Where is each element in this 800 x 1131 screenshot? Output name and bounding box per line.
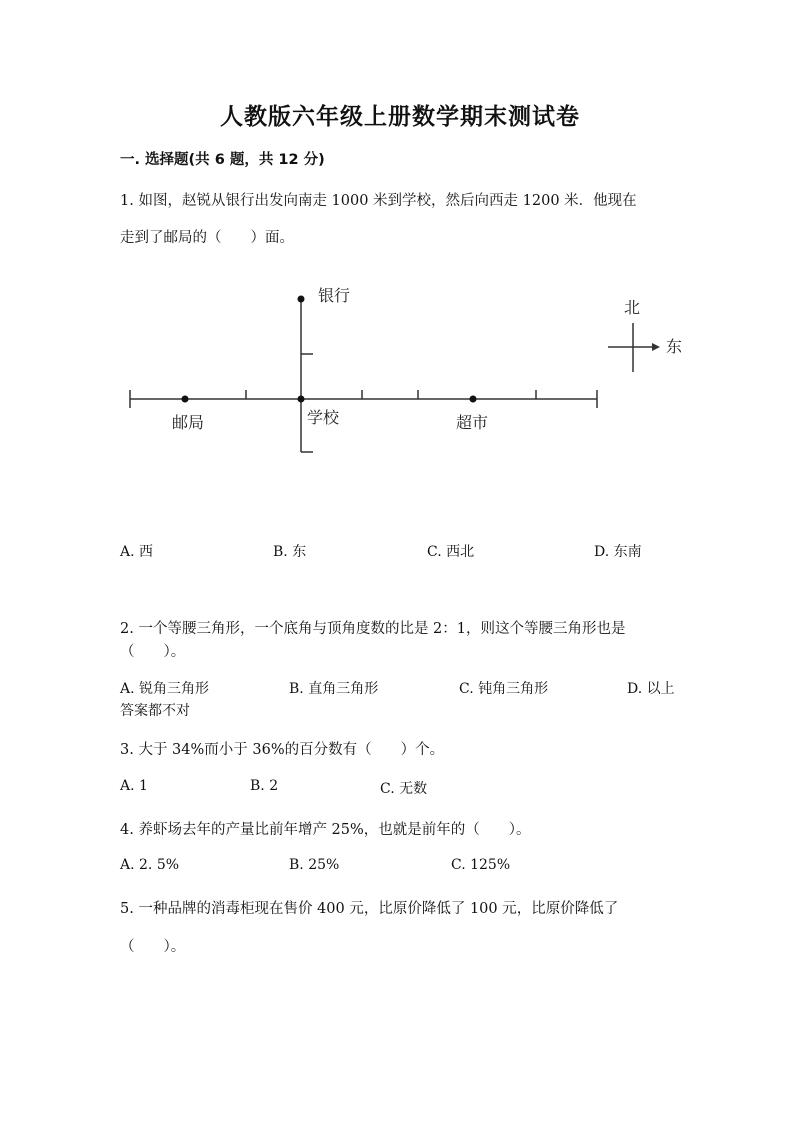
- section-heading: 一. 选择题(共 6 题，共 12 分): [120, 152, 325, 168]
- q5-text-line1: 5. 一种品牌的消毒柜现在售价 400 元，比原价降低了 100 元，比原价降低了: [120, 901, 619, 917]
- q1-text-line2: 走到了邮局的（ ）面。: [120, 230, 294, 246]
- school-label: 学校: [307, 408, 340, 427]
- q2-text-line2: （ ）。: [120, 644, 186, 660]
- q3-text: 3. 大于 34%而小于 36%的百分数有（ ）个。: [120, 742, 445, 758]
- bank-label: 银行: [318, 286, 351, 305]
- q5-text-line2: （ ）。: [120, 939, 186, 955]
- supermarket-label: 超市: [456, 413, 489, 432]
- q4-option-c[interactable]: C. 125%: [451, 857, 511, 873]
- bank-point: [298, 296, 305, 303]
- q2-option-d-continued: 答案都不对: [120, 703, 190, 719]
- q2-option-c[interactable]: C. 钝角三角形: [459, 681, 549, 697]
- q2-option-a[interactable]: A. 锐角三角形: [120, 681, 210, 697]
- q4-option-a[interactable]: A. 2. 5%: [120, 857, 180, 873]
- supermarket-point: [470, 396, 477, 403]
- q1-option-d[interactable]: D. 东南: [594, 544, 642, 560]
- q2-text-line1: 2. 一个等腰三角形，一个底角与顶角度数的比是 2：1，则这个等腰三角形也是: [120, 621, 626, 637]
- post-office-label: 邮局: [172, 413, 205, 432]
- q1-text-line1: 1. 如图，赵锐从银行出发向南走 1000 米到学校，然后向西走 1200 米．他现在: [120, 193, 637, 209]
- east-label: 东: [666, 337, 683, 356]
- q2-option-d[interactable]: D. 以上: [627, 681, 675, 697]
- school-point: [298, 396, 305, 403]
- q1-option-a[interactable]: A. 西: [120, 544, 154, 560]
- north-label: 北: [624, 298, 641, 317]
- q1-option-c[interactable]: C. 西北: [427, 544, 475, 560]
- q1-option-b[interactable]: B. 东: [273, 544, 307, 560]
- q3-option-a[interactable]: A. 1: [120, 778, 148, 794]
- q3-option-c[interactable]: C. 无数: [380, 781, 428, 797]
- q1-direction-diagram: [0, 270, 800, 470]
- q3-option-b[interactable]: B. 2: [250, 778, 279, 794]
- q4-text: 4. 养虾场去年的产量比前年增产 25%，也就是前年的（ ）。: [120, 822, 531, 838]
- page-title: 人教版六年级上册数学期末测试卷: [220, 104, 580, 130]
- post-office-point: [182, 396, 189, 403]
- vertical-ticks: [301, 354, 313, 452]
- q4-option-b[interactable]: B. 25%: [289, 857, 340, 873]
- compass-icon: [608, 323, 660, 372]
- q2-option-b[interactable]: B. 直角三角形: [289, 681, 379, 697]
